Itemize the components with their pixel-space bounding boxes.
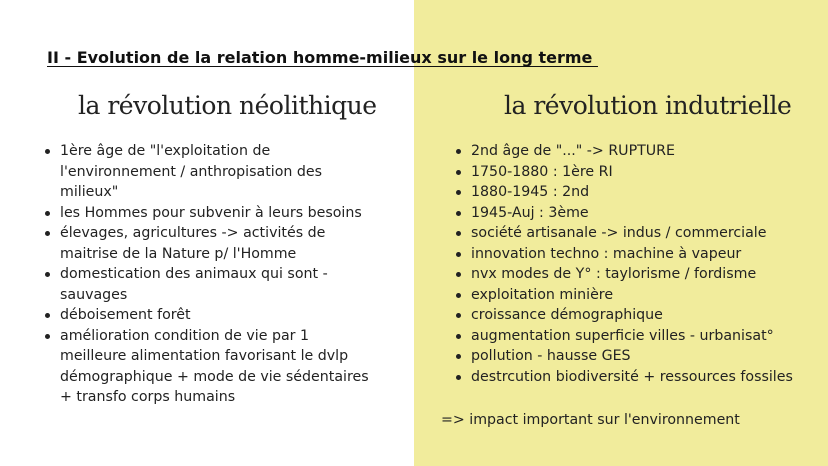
list-item: innovation techno : machine à vapeur — [456, 244, 828, 265]
industrial-heading: la révolution indutrielle — [504, 91, 792, 120]
list-item: nvx modes de Y° : taylorisme / fordisme — [456, 264, 828, 285]
list-item: 1880-1945 : 2nd — [456, 182, 828, 203]
list-item: croissance démographique — [456, 305, 828, 326]
list-item: élevages, agricultures -> activités de maitrise de la Nature p/ l'Homme — [45, 223, 375, 264]
list-item: 1ère âge de "l'exploitation de l'environnement / anthropisation des milieux" — [45, 141, 375, 203]
neolithic-heading: la révolution néolithique — [78, 91, 377, 120]
list-item: amélioration condition de vie par 1 meilleure alimentation favorisant le dvlp démographique + mode de vie sédentaires + transfo corps humains — [45, 326, 375, 408]
industrial-list — [456, 141, 828, 387]
list-item: domestication des animaux qui sont - sauvages — [45, 264, 375, 305]
neolithic-list — [45, 141, 375, 408]
conclusion-text: => impact important sur l'environnement — [441, 412, 740, 428]
list-item: les Hommes pour subvenir à leurs besoins — [45, 203, 375, 224]
list-item: 1945-Auj : 3ème — [456, 203, 828, 224]
list-item: destrcution biodiversité + ressources fossiles — [456, 367, 828, 388]
list-item: 1750-1880 : 1ère RI — [456, 162, 828, 183]
section-title: II - Evolution de la relation homme-milieux sur le long terme — [47, 48, 598, 67]
list-item: déboisement forêt — [45, 305, 375, 326]
list-item: 2nd âge de "..." -> RUPTURE — [456, 141, 828, 162]
list-item: pollution - hausse GES — [456, 346, 828, 367]
list-item: augmentation superficie villes - urbanisat° — [456, 326, 828, 347]
list-item: société artisanale -> indus / commerciale — [456, 223, 828, 244]
list-item: exploitation minière — [456, 285, 828, 306]
